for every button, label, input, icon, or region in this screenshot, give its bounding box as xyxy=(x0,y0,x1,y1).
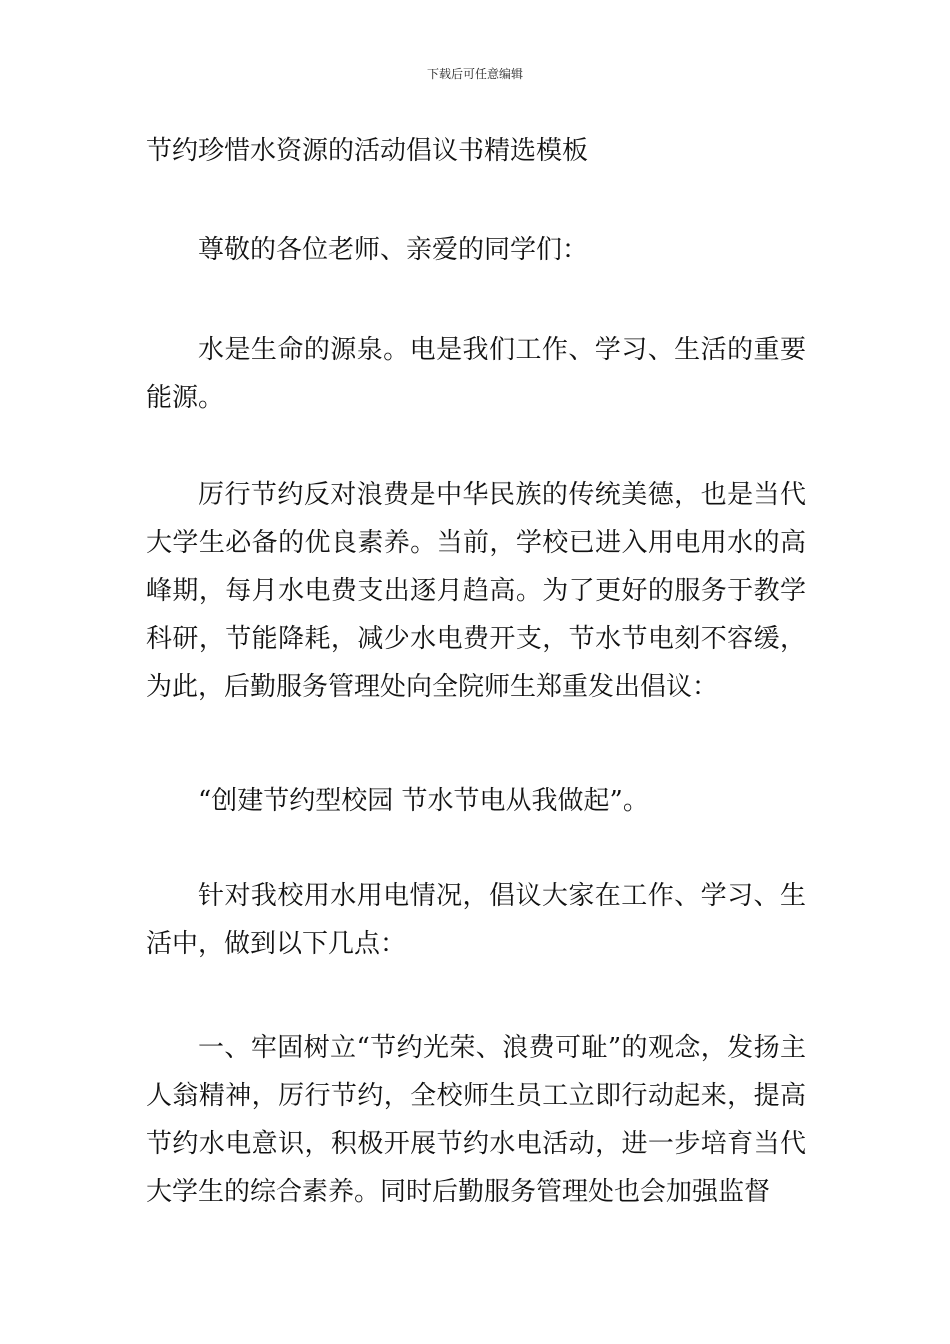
paragraph-water-electricity: 水是生命的源泉。电是我们工作、学习、生活的重要能源。 xyxy=(146,335,806,413)
paragraph-salutation: 尊敬的各位老师、亲爱的同学们： xyxy=(198,235,589,265)
paragraph-point-one: 一、牢固树立“节约光荣、浪费可耻”的观念，发扬主人翁精神，厉行节约，全校师生员工立即行动起来，提高节约水电意识，积极开展节约水电活动，进一步培育当代大学生的综合素养。同时后勤服务管理处也会加强监督 xyxy=(146,1033,806,1207)
document-title: 节约珍惜水资源的活动倡议书精选模板 xyxy=(146,136,589,166)
header-note: 下载后可任意编辑 xyxy=(426,67,523,81)
paragraph-thrift: 厉行节约反对浪费是中华民族的传统美德，也是当代大学生必备的优良素养。当前，学校已进入用电用水的高峰期，每月水电费支出逐月趋高。为了更好的服务于教学科研，节能降耗，减少水电费开支，节水节电刻不容缓，为此，后勤服务管理处向全院师生郑重发出倡议： xyxy=(146,480,806,702)
paragraph-slogan: “创建节约型校园 节水节电从我做起”。 xyxy=(198,786,649,816)
paragraph-points-intro: 针对我校用水用电情况，倡议大家在工作、学习、生活中，做到以下几点： xyxy=(146,881,806,959)
